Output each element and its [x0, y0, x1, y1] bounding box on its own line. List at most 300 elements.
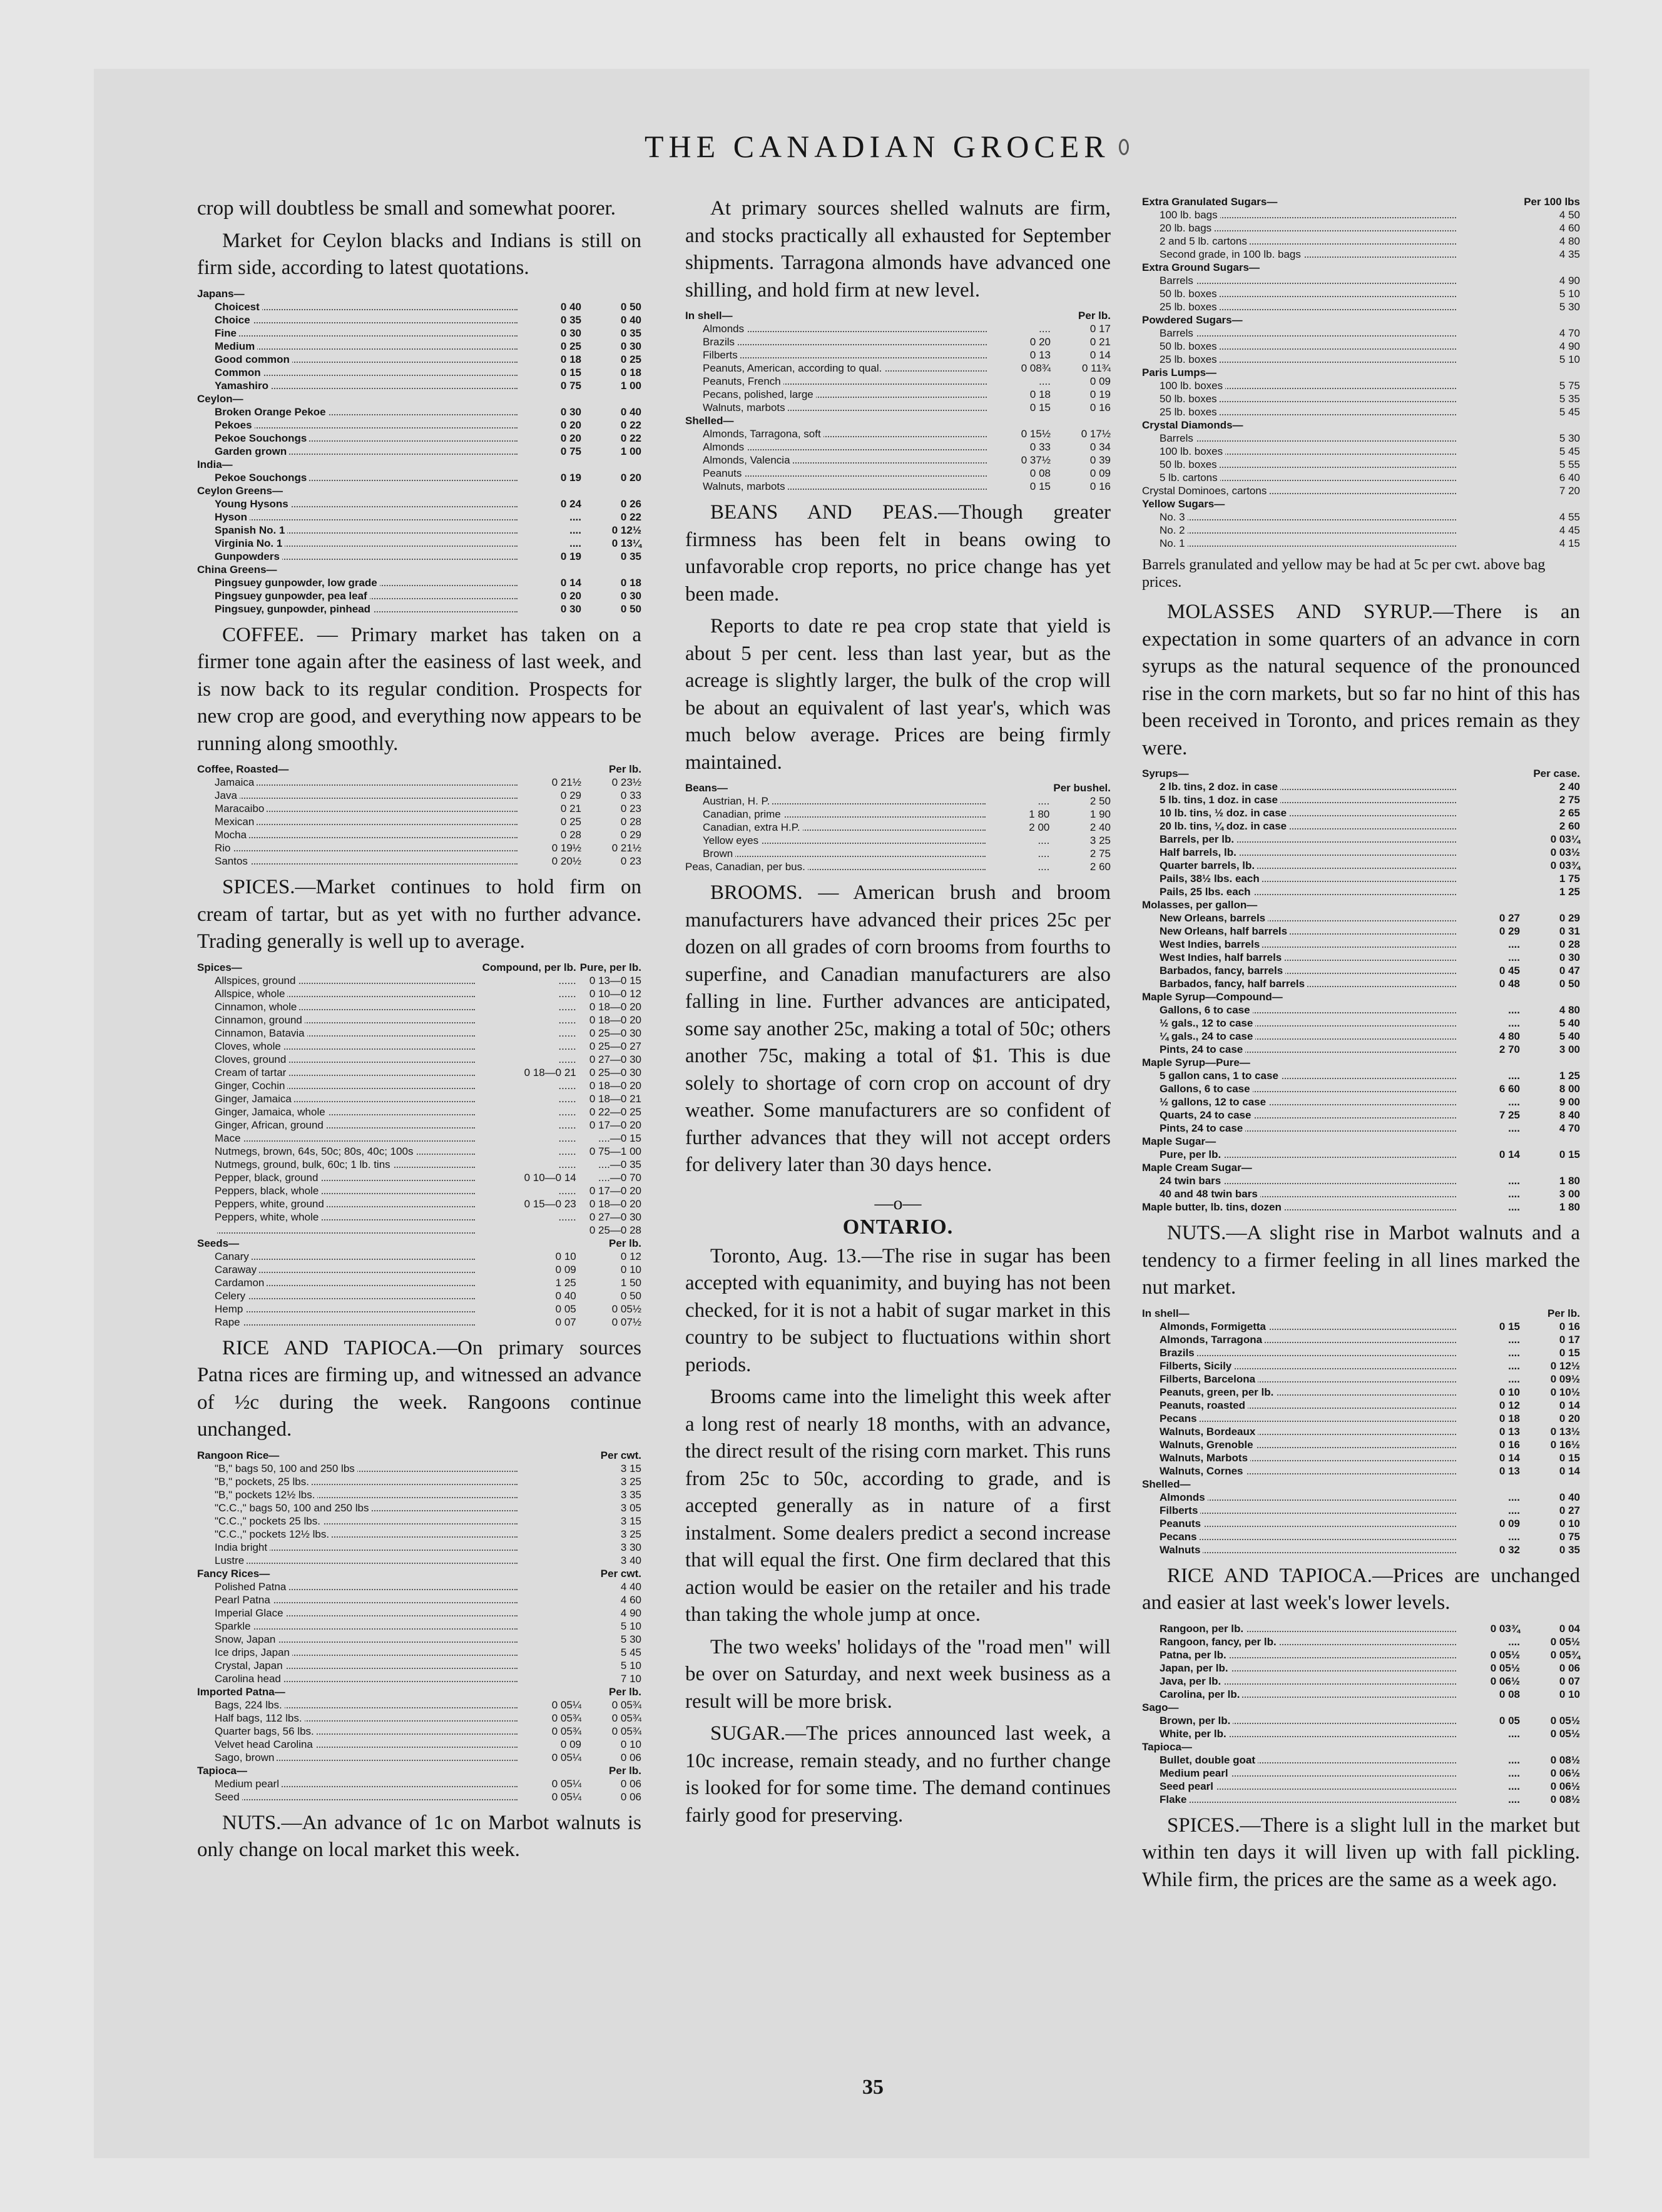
price-low [521, 1633, 581, 1646]
price-low: ...... [558, 1119, 576, 1131]
item-name: Quarts, 24 to case [1142, 1109, 1460, 1122]
item-name: Mace [197, 1132, 479, 1145]
price-low: 0 05¾ [551, 1712, 581, 1724]
price-low: 0 08¾ [1021, 362, 1051, 374]
price-high: 0 18—0 20 [589, 1197, 641, 1210]
price-row [1142, 235, 1580, 248]
item-name: 2 lb. tins, 2 doz. in case [1142, 780, 1460, 793]
item-name: Pints, 24 to case [1142, 1122, 1460, 1135]
item-name: Beans— [685, 781, 989, 794]
price-low: 1 25 [555, 1276, 576, 1289]
price-low [989, 781, 1049, 794]
price-row [197, 524, 641, 537]
item-name: Pints, 24 to case [1142, 1043, 1460, 1056]
price-row [197, 1276, 641, 1289]
price-row [197, 576, 641, 589]
price-row [197, 1514, 641, 1528]
item-name: Choicest [197, 300, 521, 313]
price-row [1142, 1017, 1580, 1030]
price-low: 0 29 [560, 789, 581, 801]
item-name: Tapioca— [1142, 1740, 1460, 1753]
price-row [197, 1066, 641, 1079]
price-row [1142, 911, 1580, 925]
price-high: 5 10 [620, 1620, 641, 1632]
price-row [197, 1764, 641, 1777]
price-low [521, 1488, 581, 1501]
price-low: 7 25 [1499, 1109, 1520, 1121]
price-row [1142, 1635, 1580, 1648]
price-low: 0 05½ [1490, 1662, 1520, 1674]
price-row [197, 1316, 641, 1329]
item-name: Yellow eyes [685, 834, 989, 847]
price-low: .... [1508, 1530, 1520, 1543]
price-row [1142, 1780, 1580, 1793]
price-row [1142, 885, 1580, 898]
price-low [1460, 261, 1520, 274]
item-name: Pails, 25 lbs. each [1142, 885, 1460, 898]
price-high: 0 30 [1559, 951, 1580, 963]
price-high: 0 05½ [1550, 1635, 1580, 1648]
price-row [685, 440, 1111, 454]
price-high: 0 18—0 20 [589, 1079, 641, 1092]
price-low: .... [1508, 1727, 1520, 1740]
price-row [197, 1224, 641, 1237]
price-low: ...... [558, 1053, 576, 1065]
price-row [685, 808, 1111, 821]
paragraph: crop will doubtless be small and somewhat poorer. [197, 197, 616, 220]
price-high: 0 21 [1089, 336, 1111, 348]
price-high: 2 75 [1089, 848, 1111, 860]
item-name: Mexican [197, 815, 521, 828]
price-row [1142, 1135, 1580, 1148]
price-high: 8 40 [1559, 1109, 1580, 1121]
price-row [1142, 1307, 1580, 1320]
item-name: Java [197, 789, 521, 802]
section-heading: NUTS. [222, 1811, 282, 1834]
price-low: .... [1508, 1753, 1520, 1766]
price-row [685, 847, 1111, 860]
price-high: 3 35 [620, 1488, 641, 1501]
paragraph: COFFEE. — Primary market has taken on a firmer tone again after the easiness of last week, and is now back to its regular condition. Prospects for new crop are good, and everything now appears to be running along smoothly. [197, 623, 641, 755]
price-low: .... [1037, 835, 1050, 846]
price-low: 0 15—0 23 [524, 1197, 576, 1210]
item-name: Bullet, double goat [1142, 1753, 1460, 1767]
price-low: 0 07 [555, 1316, 576, 1328]
price-low: 0 30 [560, 405, 581, 418]
price-row [1142, 366, 1580, 379]
item-name: Cinnamon, Batavia [197, 1027, 479, 1040]
price-high: 5 30 [1559, 301, 1580, 313]
item-name: Snow, Japan [197, 1633, 521, 1646]
price-high: 0 17—0 20 [589, 1184, 641, 1197]
price-high: 0 18 [620, 576, 641, 589]
item-name: Ceylon— [197, 392, 521, 405]
price-low [1460, 366, 1520, 379]
item-name: Japan, per lb. [1142, 1662, 1460, 1675]
price-high: 0 26 [620, 497, 641, 510]
price-low: 0 10—0 14 [524, 1171, 576, 1184]
item-name: 50 lb. boxes [1142, 392, 1460, 405]
item-name: 50 lb. boxes [1142, 340, 1460, 353]
price-high: 1 75 [1559, 873, 1580, 885]
price-low: 0 28 [560, 829, 581, 841]
price-row [197, 1712, 641, 1725]
price-high: 5 10 [620, 1659, 641, 1672]
item-name: Pingsuey, gunpowder, pinhead [197, 602, 521, 616]
price-row [1142, 208, 1580, 221]
rice-price-list [1142, 1622, 1580, 1806]
item-name: West Indies, barrels [1142, 938, 1460, 951]
item-name: ¼ gals., 24 to case [1142, 1030, 1460, 1043]
item-name: Rangoon, fancy, per lb. [1142, 1635, 1460, 1648]
price-row [197, 1053, 641, 1066]
price-high: 0 18 [620, 366, 641, 378]
price-high [581, 458, 641, 471]
item-name: Spices— [197, 961, 479, 974]
price-high: 0 14 [1559, 1399, 1580, 1411]
price-low [1460, 990, 1520, 1003]
price-high: 0 17 [1559, 1333, 1580, 1346]
price-row [197, 1145, 641, 1158]
price-high: 0 17 [1089, 323, 1111, 335]
price-row [197, 484, 641, 497]
section-heading: SPICES. [222, 876, 295, 898]
price-row [1142, 1187, 1580, 1200]
price-low: .... [1508, 1004, 1520, 1016]
item-name: Extra Granulated Sugars— [1142, 195, 1460, 208]
price-low [1460, 195, 1520, 208]
price-low: .... [1508, 1491, 1520, 1503]
price-row [685, 309, 1111, 322]
price-high [581, 392, 641, 405]
item-name: Brown [685, 847, 989, 860]
price-low [1460, 445, 1520, 458]
paragraph: BROOMS. — American brush and broom manufacturers have advanced their prices 25c per dozen on all grades of corn brooms from fourths to superfine, and Canadian manufacturers are also falling in line. Further advances are anticipated, some say another 25c, making a total of 50c; others another 75c, making a total of $1. This is due solely to shortage of corn crop on account of dry weather. Some manufacturers are so confident of further advances that they will not accept orders for delivery later than 30 days hence. [685, 881, 1111, 1176]
price-row [197, 1738, 641, 1751]
rice-price-list [197, 1449, 641, 1804]
price-high [1520, 1056, 1580, 1069]
section-title: ONTARIO. [842, 1215, 954, 1239]
item-name: Brown, per lb. [1142, 1714, 1460, 1727]
price-low: .... [1508, 1122, 1520, 1134]
item-name: Sago, brown [197, 1751, 521, 1764]
price-row [1142, 1030, 1580, 1043]
price-low: 0 14 [1499, 1451, 1520, 1464]
price-high: 5 30 [620, 1633, 641, 1645]
price-high: 0 25 [620, 353, 641, 365]
price-high: 0 33 [620, 789, 641, 801]
price-high: 0 06 [620, 1751, 641, 1763]
item-name: New Orleans, barrels [1142, 911, 1460, 925]
paragraph: RICE AND TAPIOCA.—Prices are unchanged and easier at last week's lower levels. [1142, 1564, 1581, 1614]
price-low: 2 70 [1499, 1043, 1520, 1055]
item-name: Caraway [197, 1263, 479, 1276]
price-high: 4 90 [620, 1606, 641, 1619]
divider: —o— [874, 1192, 922, 1214]
item-name: 50 lb. boxes [1142, 287, 1460, 300]
price-high: Per case. [1533, 768, 1580, 779]
paragraph: SUGAR.—The prices announced last week, a 10c increase, remain steady, and no further change is looked for for some time. The demand continues fairly good for preserving. [685, 1722, 1111, 1827]
price-low [1460, 1701, 1520, 1714]
price-row [1142, 405, 1580, 419]
price-low [521, 1593, 581, 1606]
price-row [197, 1554, 641, 1567]
price-high: 0 35 [1559, 1543, 1580, 1556]
price-low [479, 1237, 576, 1250]
price-low [1460, 405, 1520, 419]
price-row [1142, 1464, 1580, 1478]
price-row [197, 1105, 641, 1119]
price-high: 0 50 [620, 1289, 641, 1302]
item-name: Peanuts, roasted [1142, 1399, 1460, 1412]
item-name: Medium pearl [197, 1777, 521, 1790]
price-row [1142, 1148, 1580, 1161]
price-high: 1 25 [1559, 1070, 1580, 1082]
price-low [521, 563, 581, 576]
price-high: 2 65 [1559, 807, 1580, 819]
price-row [1142, 458, 1580, 471]
price-high: 9 00 [1559, 1096, 1580, 1108]
item-name: Walnuts, Cornes [1142, 1464, 1460, 1478]
price-high: 1 80 [1559, 1201, 1580, 1213]
price-high: Per lb. [609, 763, 641, 775]
item-name: Half bags, 112 lbs. [197, 1712, 521, 1725]
price-high: Per lb. [1547, 1307, 1580, 1319]
price-row [197, 1698, 641, 1712]
item-name: 100 lb. boxes [1142, 445, 1460, 458]
price-row [1142, 1688, 1580, 1701]
price-low [1460, 471, 1520, 484]
item-name: Almonds, Valencia [685, 454, 991, 467]
price-low [521, 1659, 581, 1672]
price-low: 0 24 [560, 497, 581, 510]
paragraph: Toronto, Aug. 13.—The rise in sugar has been accepted with equanimity, and buying has not been checked, for it is not a habit of sugar market in this country to be subject to fluctuations within short periods. [685, 1244, 1111, 1376]
item-name: 5 lb. cartons [1142, 471, 1460, 484]
item-name: Garden grown [197, 445, 521, 458]
price-row [197, 471, 641, 484]
price-low [521, 484, 581, 497]
item-name: Pepper, black, ground [197, 1171, 479, 1184]
price-row [197, 497, 641, 510]
item-name: 20 lb. bags [1142, 221, 1460, 235]
price-low: .... [569, 510, 581, 523]
price-low: .... [1037, 795, 1050, 807]
item-name: Coffee, Roasted— [197, 763, 521, 776]
price-low [521, 1528, 581, 1541]
price-row [197, 392, 641, 405]
price-high: 4 60 [1559, 222, 1580, 234]
item-name: Brazils [685, 335, 991, 348]
price-high: 0 47 [1559, 965, 1580, 977]
price-low: 0 03¾ [1490, 1622, 1520, 1635]
price-low: 0 05¼ [551, 1777, 581, 1790]
price-high: 5 45 [1559, 445, 1580, 457]
price-row [1142, 248, 1580, 261]
price-low: .... [1508, 1346, 1520, 1359]
paragraph: BEANS AND PEAS.—Though greater firmness has been felt in beans owing to unfavorable crop reports, no price change has yet been made. [685, 501, 1111, 606]
price-row [197, 961, 641, 974]
price-row [197, 1092, 641, 1105]
item-name: Walnuts, marbots [685, 480, 991, 493]
price-high: 5 40 [1559, 1017, 1580, 1029]
price-low [1460, 819, 1520, 833]
price-low [1460, 1307, 1520, 1320]
price-row [1142, 379, 1580, 392]
price-row [1142, 1174, 1580, 1187]
item-name: Rangoon, per lb. [1142, 1622, 1460, 1635]
price-row [1142, 1122, 1580, 1135]
price-row [197, 1171, 641, 1184]
price-high: 3 00 [1559, 1188, 1580, 1200]
price-row [197, 1475, 641, 1488]
price-high: 0 07½ [611, 1316, 641, 1328]
price-row [197, 1685, 641, 1698]
price-row [1142, 1662, 1580, 1675]
price-low [1460, 484, 1520, 497]
price-low: .... [1508, 1188, 1520, 1200]
item-name: Peanuts, French [685, 375, 991, 388]
price-low: 0 06½ [1490, 1675, 1520, 1687]
ink-blot [1119, 139, 1129, 155]
price-row [685, 834, 1111, 847]
paragraph: At primary sources shelled walnuts are firm, and stocks practically all exhausted for September shipments. Tarragona almonds have advanced one shilling, and hold firm at new level. [685, 197, 1111, 302]
item-name: "C.C.," pockets 25 lbs. [197, 1514, 521, 1528]
item-name: Tapioca— [197, 1764, 521, 1777]
price-high: 1 90 [1089, 808, 1111, 820]
column-3 [1142, 195, 1580, 1899]
price-high: 0 22 [620, 510, 641, 523]
item-name: Flake [1142, 1793, 1460, 1806]
item-name: Extra Ground Sugars— [1142, 261, 1460, 274]
price-row [197, 1210, 641, 1224]
price-high: 0 25—0 30 [589, 1027, 641, 1039]
item-name: No. 3 [1142, 510, 1460, 524]
item-name: Bags, 224 lbs. [197, 1698, 521, 1712]
price-row [197, 1672, 641, 1685]
price-low: ...... [558, 987, 576, 1000]
price-high: 0 12½ [1550, 1359, 1580, 1372]
price-low: 2 00 [1029, 821, 1050, 833]
item-name: Gallons, 6 to case [1142, 1003, 1460, 1017]
price-row [197, 419, 641, 432]
price-high: 1 25 [1559, 886, 1580, 898]
price-high: 0 18—0 20 [589, 1000, 641, 1013]
price-high: 3 25 [620, 1475, 641, 1488]
price-low: 0 12 [1499, 1399, 1520, 1411]
item-name: Lustre [197, 1554, 521, 1567]
price-high: 0 75—1 00 [589, 1145, 641, 1157]
item-name: Peanuts [1142, 1517, 1460, 1530]
item-name: Brazils [1142, 1346, 1460, 1359]
item-name: Pekoes [197, 419, 521, 432]
item-name: India— [197, 458, 521, 471]
item-name: Good common [197, 353, 521, 366]
price-row [197, 405, 641, 419]
price-row [197, 1027, 641, 1040]
price-high: 0 25—0 30 [589, 1066, 641, 1078]
price-high: 0 35 [620, 327, 641, 339]
item-name: Maracaibo [197, 802, 521, 815]
price-low [1460, 287, 1520, 300]
price-high: 0 09½ [1550, 1372, 1580, 1385]
price-high: 0 40 [620, 313, 641, 326]
price-row [1142, 767, 1580, 780]
item-name: Quarter bags, 56 lbs. [197, 1725, 521, 1738]
item-name: Spanish No. 1 [197, 524, 521, 537]
item-name: 50 lb. boxes [1142, 458, 1460, 471]
price-high: 3 00 [1559, 1043, 1580, 1055]
section-heading: BROOMS. [710, 881, 803, 904]
price-row [1142, 327, 1580, 340]
price-low: ...... [558, 1040, 576, 1052]
price-low: 0 25 [560, 340, 581, 352]
price-low: .... [1037, 848, 1050, 860]
item-name: Almonds, Formigetta [1142, 1320, 1460, 1333]
price-low: 0 14 [1499, 1149, 1520, 1160]
price-row [685, 348, 1111, 362]
price-high: 2 75 [1559, 794, 1580, 806]
price-low: .... [569, 524, 581, 536]
item-name: Virginia No. 1 [197, 537, 521, 550]
price-low [1460, 846, 1520, 859]
price-row [1142, 445, 1580, 458]
price-row [1142, 819, 1580, 833]
price-high: 5 45 [620, 1646, 641, 1658]
price-high: 2 40 [1089, 821, 1111, 833]
item-name: Seed [197, 1790, 521, 1804]
item-name: Fine [197, 327, 521, 340]
price-low [521, 1764, 581, 1777]
item-name: Japans— [197, 287, 521, 300]
item-name: Rape [197, 1316, 479, 1329]
price-row [1142, 484, 1580, 497]
price-high: 0 05½ [1550, 1714, 1580, 1727]
price-row [685, 781, 1111, 794]
price-low: 0 27 [1499, 912, 1520, 924]
price-row [197, 589, 641, 602]
item-name: "B," pockets 12½ lbs. [197, 1488, 521, 1501]
price-row [1142, 977, 1580, 990]
price-high: 0 50 [1559, 978, 1580, 990]
price-row [197, 340, 641, 353]
price-low: 0 48 [1499, 978, 1520, 990]
price-high: 1 00 [620, 379, 641, 392]
item-name: Pingsuey gunpowder, low grade [197, 576, 521, 589]
price-low [521, 1449, 581, 1462]
price-high: Pure, per lb. [579, 961, 641, 973]
item-name: Velvet head Carolina [197, 1738, 521, 1751]
beans-price-list [685, 781, 1111, 873]
price-row [1142, 793, 1580, 806]
price-high: ....—0 35 [598, 1158, 641, 1170]
price-row [1142, 1793, 1580, 1806]
item-name: Santos [197, 855, 521, 868]
price-low: 0 30 [560, 327, 581, 339]
item-name: Canadian, prime [685, 808, 989, 821]
price-row [1142, 951, 1580, 964]
price-row [1142, 1003, 1580, 1017]
paragraph: MOLASSES AND SYRUP.—There is an expectation in some quarters of an advance in corn syrups as the natural sequence of the pronounced rise in the corn markets, but so far no hint of this has been received in Toronto, and prices remain as they were. [1142, 601, 1580, 759]
item-name: 100 lb. bags [1142, 208, 1460, 221]
price-low: 0 16 [1499, 1438, 1520, 1451]
item-name: Peppers, white, whole [197, 1210, 479, 1224]
price-high: Per 100 lbs [1524, 196, 1580, 208]
price-high: 0 28 [1559, 938, 1580, 950]
item-name: Barbados, fancy, barrels [1142, 964, 1460, 977]
price-row [685, 335, 1111, 348]
price-high: 0 30 [620, 589, 641, 602]
price-high: 3 30 [620, 1541, 641, 1553]
